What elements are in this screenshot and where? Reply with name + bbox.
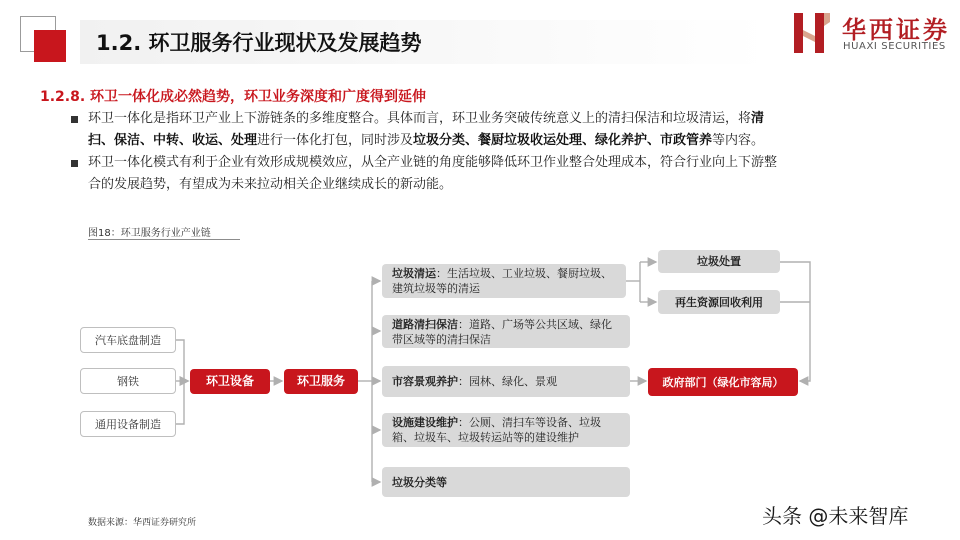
activity-garbage-transport: 垃圾清运：生活垃圾、工业垃圾、餐厨垃圾、建筑垃圾等的清运	[382, 264, 626, 298]
logo-text-cn: 华西证券	[842, 16, 950, 44]
bullet-1-line-2: 扫、保洁、中转、收运、处理进行一体化打包，同时涉及垃圾分类、餐厨垃圾收运处理、绿化养护、市政管养等内容。	[88, 133, 765, 148]
input-equipment-manufacturing: 通用设备制造	[80, 411, 176, 437]
data-source: 数据来源：华西证券研究所	[88, 518, 197, 528]
section-subtitle: 1.2.8. 环卫一体化成必然趋势，环卫业务深度和广度得到延伸	[40, 89, 427, 105]
bullet-1-line-1: 环卫一体化是指环卫产业上下游链条的多维度整合。具体而言，环卫业务突破传统意义上的清扫保洁和垃圾清运，将清	[88, 108, 764, 130]
watermark: 头条 @未来智库	[762, 504, 909, 528]
bullet-2-line-2: 合的发展趋势，有望成为未来拉动相关企业继续成长的新动能。	[88, 177, 453, 192]
node-government: 政府部门（绿化市容局）	[648, 368, 798, 396]
activity-landscape-maintenance: 市容景观养护：园林、绿化、景观	[382, 366, 630, 397]
activity-road-cleaning: 道路清扫保洁：道路、广场等公共区域、绿化带区域等的清扫保洁	[382, 315, 630, 348]
figure-caption: 图18：环卫服务行业产业链	[88, 228, 211, 239]
page-title: 1.2. 环卫服务行业现状及发展趋势	[96, 31, 422, 55]
activity-garbage-sorting: 垃圾分类等	[382, 467, 630, 497]
node-garbage-disposal: 垃圾处置	[658, 250, 780, 273]
node-sanitation-service: 环卫服务	[284, 369, 358, 394]
input-chassis: 汽车底盘制造	[80, 327, 176, 353]
activity-facility-maintenance: 设施建设维护：公厕、清扫车等设备、垃圾箱、垃圾车、垃圾转运站等的建设维护	[382, 413, 630, 447]
logo-text-en: HUAXI SECURITIES	[843, 41, 946, 52]
node-sanitation-equipment: 环卫设备	[190, 369, 270, 394]
input-steel: 钢铁	[80, 368, 176, 394]
node-resource-recycling: 再生资源回收利用	[658, 290, 780, 314]
bullet-2-line-1: 环卫一体化模式有利于企业有效形成规模效应，从全产业链的角度能够降低环卫作业整合处理成本，符合行业向上下游整	[88, 152, 777, 174]
